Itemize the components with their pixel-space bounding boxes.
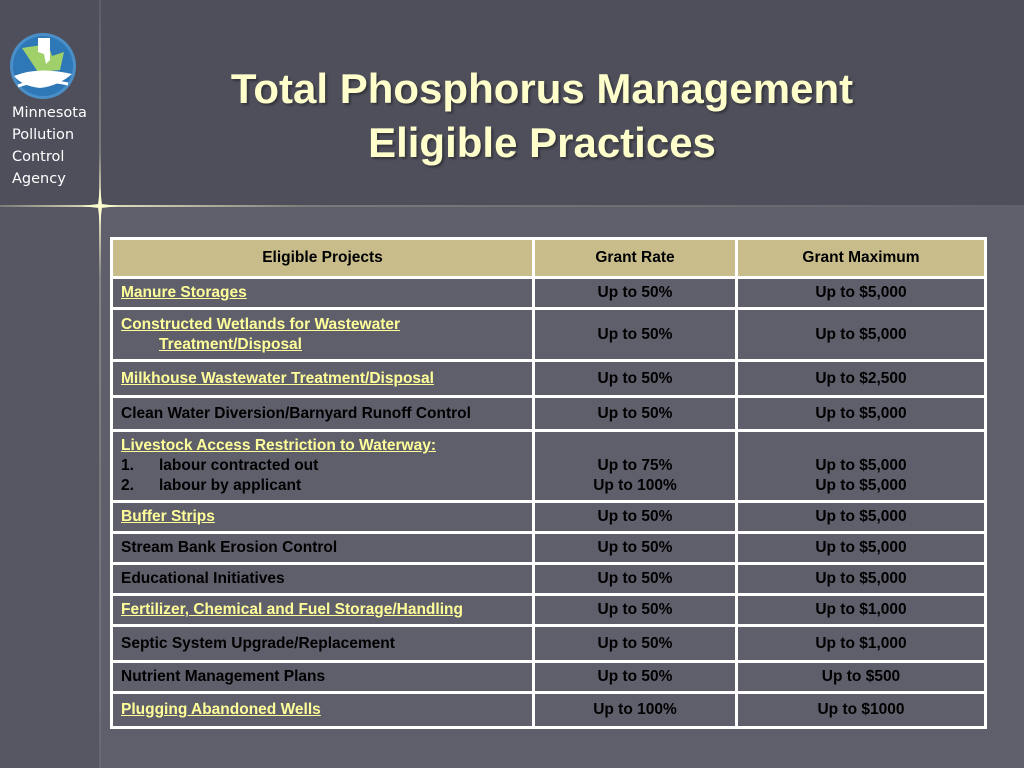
rate-cell: Up to 50% xyxy=(534,595,737,626)
sparkle-icon xyxy=(82,188,118,224)
title-line-2: Eligible Practices xyxy=(368,119,716,166)
table-row xyxy=(112,361,986,397)
project-cell: Stream Bank Erosion Control xyxy=(112,533,534,564)
max-cell: Up to $500 xyxy=(737,662,986,693)
max-cell: Up to $1000 xyxy=(737,693,986,728)
agency-line-2: Pollution xyxy=(12,127,75,143)
max-cell: Up to $5,000 xyxy=(737,533,986,564)
header-grant-maximum: Grant Maximum xyxy=(737,239,986,278)
rate-cell: Up to 50% xyxy=(534,502,737,533)
rate-cell: Up to 50% xyxy=(534,533,737,564)
project-cell xyxy=(112,595,534,626)
title-line-1: Total Phosphorus Management xyxy=(230,65,854,112)
project-cell: Nutrient Management Plans xyxy=(112,662,534,693)
project-link[interactable]: Constructed Wetlands for Wastewater xyxy=(121,315,401,333)
max-cell: Up to $5,000 xyxy=(737,278,986,309)
project-link[interactable]: Treatment/Disposal xyxy=(159,335,302,353)
rate-cell: Up to 50% xyxy=(534,361,737,397)
max-value: Up to $5,000 xyxy=(815,457,907,474)
max-cell: Up to $5,000 xyxy=(737,564,986,595)
project-link[interactable]: Manure Storages xyxy=(121,284,247,301)
list-number: 1. xyxy=(121,457,134,474)
rate-cell xyxy=(534,431,737,502)
rate-cell: Up to 100% xyxy=(534,693,737,728)
max-cell xyxy=(737,431,986,502)
rate-cell: Up to 50% xyxy=(534,309,737,361)
rate-cell: Up to 50% xyxy=(534,662,737,693)
project-cell xyxy=(112,361,534,397)
table-row xyxy=(112,502,986,533)
horizontal-divider xyxy=(0,205,1024,207)
project-link[interactable]: Milkhouse Wastewater Treatment/Disposal xyxy=(121,369,434,387)
left-band xyxy=(0,207,100,768)
max-cell: Up to $5,000 xyxy=(737,309,986,361)
table-row xyxy=(112,397,986,431)
page-title xyxy=(112,62,972,170)
table-header-row xyxy=(112,239,986,278)
project-link[interactable]: Fertilizer, Chemical and Fuel Storage/Handling xyxy=(121,601,463,618)
agency-line-1: Minnesota xyxy=(12,105,87,121)
list-number: 2. xyxy=(121,477,134,494)
project-cell: Educational Initiatives xyxy=(112,564,534,595)
table-row xyxy=(112,564,986,595)
table-row xyxy=(112,309,986,361)
table-row xyxy=(112,278,986,309)
rate-value: Up to 100% xyxy=(593,477,677,494)
mpca-logo-icon xyxy=(8,30,78,102)
project-cell xyxy=(112,431,534,502)
agency-name xyxy=(12,102,102,190)
rate-cell: Up to 50% xyxy=(534,278,737,309)
table-row xyxy=(112,626,986,662)
table-row xyxy=(112,533,986,564)
max-cell: Up to $5,000 xyxy=(737,397,986,431)
rate-value: Up to 75% xyxy=(597,457,673,474)
table-row xyxy=(112,662,986,693)
max-cell: Up to $2,500 xyxy=(737,361,986,397)
max-value: Up to $5,000 xyxy=(815,477,907,494)
rate-cell: Up to 50% xyxy=(534,397,737,431)
project-cell: Clean Water Diversion/Barnyard Runoff Control xyxy=(112,397,534,431)
project-link[interactable]: Livestock Access Restriction to Waterway: xyxy=(121,437,436,454)
table-row xyxy=(112,693,986,728)
table-row xyxy=(112,595,986,626)
project-link[interactable]: Plugging Abandoned Wells xyxy=(121,701,321,718)
project-cell xyxy=(112,693,534,728)
agency-line-4: Agency xyxy=(12,171,66,187)
header-grant-rate: Grant Rate xyxy=(534,239,737,278)
rate-cell: Up to 50% xyxy=(534,564,737,595)
project-cell xyxy=(112,309,534,361)
project-link[interactable]: Buffer Strips xyxy=(121,508,215,525)
list-item: labour by applicant xyxy=(159,477,302,494)
rate-cell: Up to 50% xyxy=(534,626,737,662)
eligible-practices-table xyxy=(110,237,987,729)
agency-line-3: Control xyxy=(12,149,65,165)
max-cell: Up to $5,000 xyxy=(737,502,986,533)
project-cell: Septic System Upgrade/Replacement xyxy=(112,626,534,662)
max-cell: Up to $1,000 xyxy=(737,626,986,662)
list-item: labour contracted out xyxy=(159,457,319,474)
table-row xyxy=(112,431,986,502)
project-cell xyxy=(112,278,534,309)
max-cell: Up to $1,000 xyxy=(737,595,986,626)
project-cell xyxy=(112,502,534,533)
header-eligible-projects: Eligible Projects xyxy=(112,239,534,278)
